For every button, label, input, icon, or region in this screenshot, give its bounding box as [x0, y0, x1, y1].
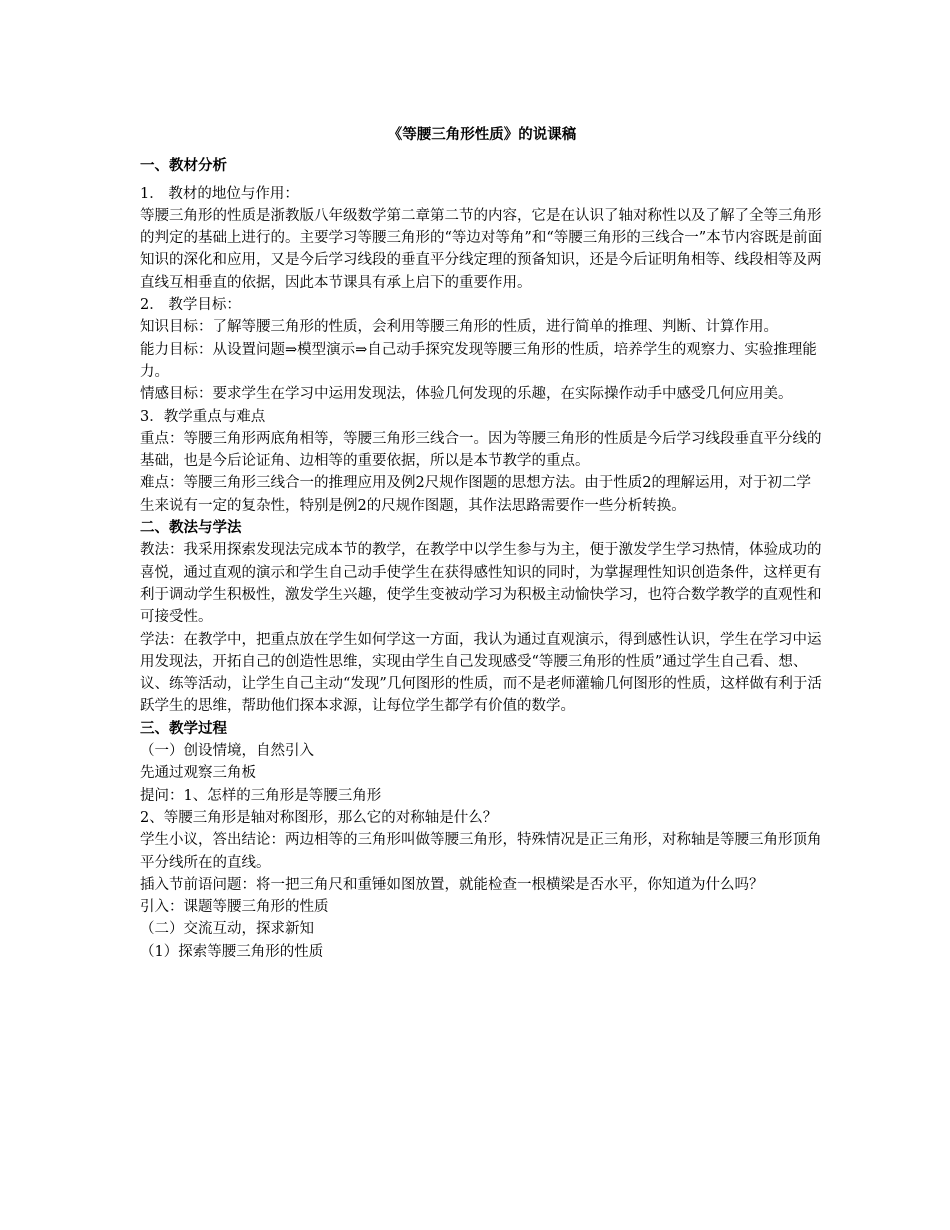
section-3	[140, 718, 824, 963]
item-label: 3．教学重点与难点	[140, 408, 266, 425]
section-1	[140, 155, 824, 517]
paragraph: 教法：我采用探索发现法完成本节的教学，在教学中以学生参与为主，便于激发学生学习热情，体验成功的喜悦，通过直观的演示和学生自己动手使学生在获得感性知识的同时，为掌握理性知识创造条件，这样更有利于调动学生积极性，激发学生兴趣，使学生变被动学习为积极主动愉快学习，也符合数学教学的直观性和可接受性。	[140, 542, 822, 626]
paragraph: 知识目标：了解等腰三角形的性质，会利用等腰三角形的性质，进行简单的推理、判断、计算作用。	[140, 319, 778, 336]
document-page	[140, 124, 824, 963]
section-2	[140, 517, 824, 718]
paragraph: 学法：在教学中，把重点放在学生如何学这一方面，我认为通过直观演示，得到感性认识，学生在学习中运用发现法，开拓自己的创造性思维，实现由学生自己发现感受“等腰三角形的性质”通过学生自己看、想、议、练等活动，让学生自己主动“发现”几何图形的性质，而不是老师灌输几何图形的性质，这样做有利于活跃学生的思维，帮助他们探本求源，让每位学生都学有价值的数学。	[140, 631, 822, 715]
paragraph: 2、等腰三角形是轴对称图形，那么它的对称轴是什么？	[140, 809, 498, 826]
section-heading: 一、教材分析	[140, 157, 227, 175]
section-heading: 二、教法与学法	[140, 519, 242, 537]
paragraph: 学生小议，答出结论：两边相等的三角形叫做等腰三角形，特殊情况是正三角形，对称轴是等腰三角形顶角平分线所在的直线。	[140, 832, 822, 871]
step-heading: （1）探索等腰三角形的性质	[140, 943, 324, 960]
step-heading: （二）交流互动，探求新知	[140, 921, 314, 938]
document-title: 《等腰三角形性质》的说课稿	[387, 126, 577, 143]
paragraph: 重点：等腰三角形两底角相等，等腰三角形三线合一。因为等腰三角形的性质是今后学习线段垂直平分线的基础，也是今后论证角、边相等的重要依据，所以是本节教学的重点。	[140, 430, 822, 470]
paragraph: 等腰三角形的性质是浙教版八年级数学第二章第二节的内容，它是在认识了轴对称性以及了解了全等三角形的判定的基础上进行的。主要学习等腰三角形的“等边对等角”和“等腰三角形的三线合一”本节内容既是前面知识的深化和应用，又是今后学习线段的垂直平分线定理的预备知识，还是今后证明角相等、线段相等及两直线互相垂直的依据，因此本节课具有承上启下的重要作用。	[140, 207, 823, 291]
item-label: 1． 教材的地位与作用：	[140, 185, 299, 202]
paragraph: 提问：1、怎样的三角形是等腰三角形	[140, 787, 382, 804]
paragraph: 插入节前语问题：将一把三角尺和重锤如图放置，就能检查一根横梁是否水平，你知道为什么吗？	[140, 876, 764, 893]
paragraph: 先通过观察三角板	[140, 765, 256, 782]
paragraph: 难点：等腰三角形三线合一的推理应用及例2尺规作图题的思想方法。由于性质2的理解运用，对于初二学生来说有一定的复杂性，特别是例2的尺规作图题，其作法思路需要作一些分析转换。	[140, 475, 811, 514]
section-heading: 三、教学过程	[140, 719, 227, 737]
item-label: 2． 教学目标：	[140, 297, 241, 314]
paragraph: 能力目标：从设置问题⇒模型演示⇒自己动手探究发现等腰三角形的性质，培养学生的观察力、实验推理能力。	[140, 341, 817, 380]
paragraph: 引入：课题等腰三角形的性质	[140, 899, 329, 916]
paragraph: 情感目标：要求学生在学习中运用发现法，体验几何发现的乐趣，在实际操作动手中感受几何应用美。	[140, 386, 793, 403]
step-heading: （一）创设情境，自然引入	[140, 743, 314, 760]
